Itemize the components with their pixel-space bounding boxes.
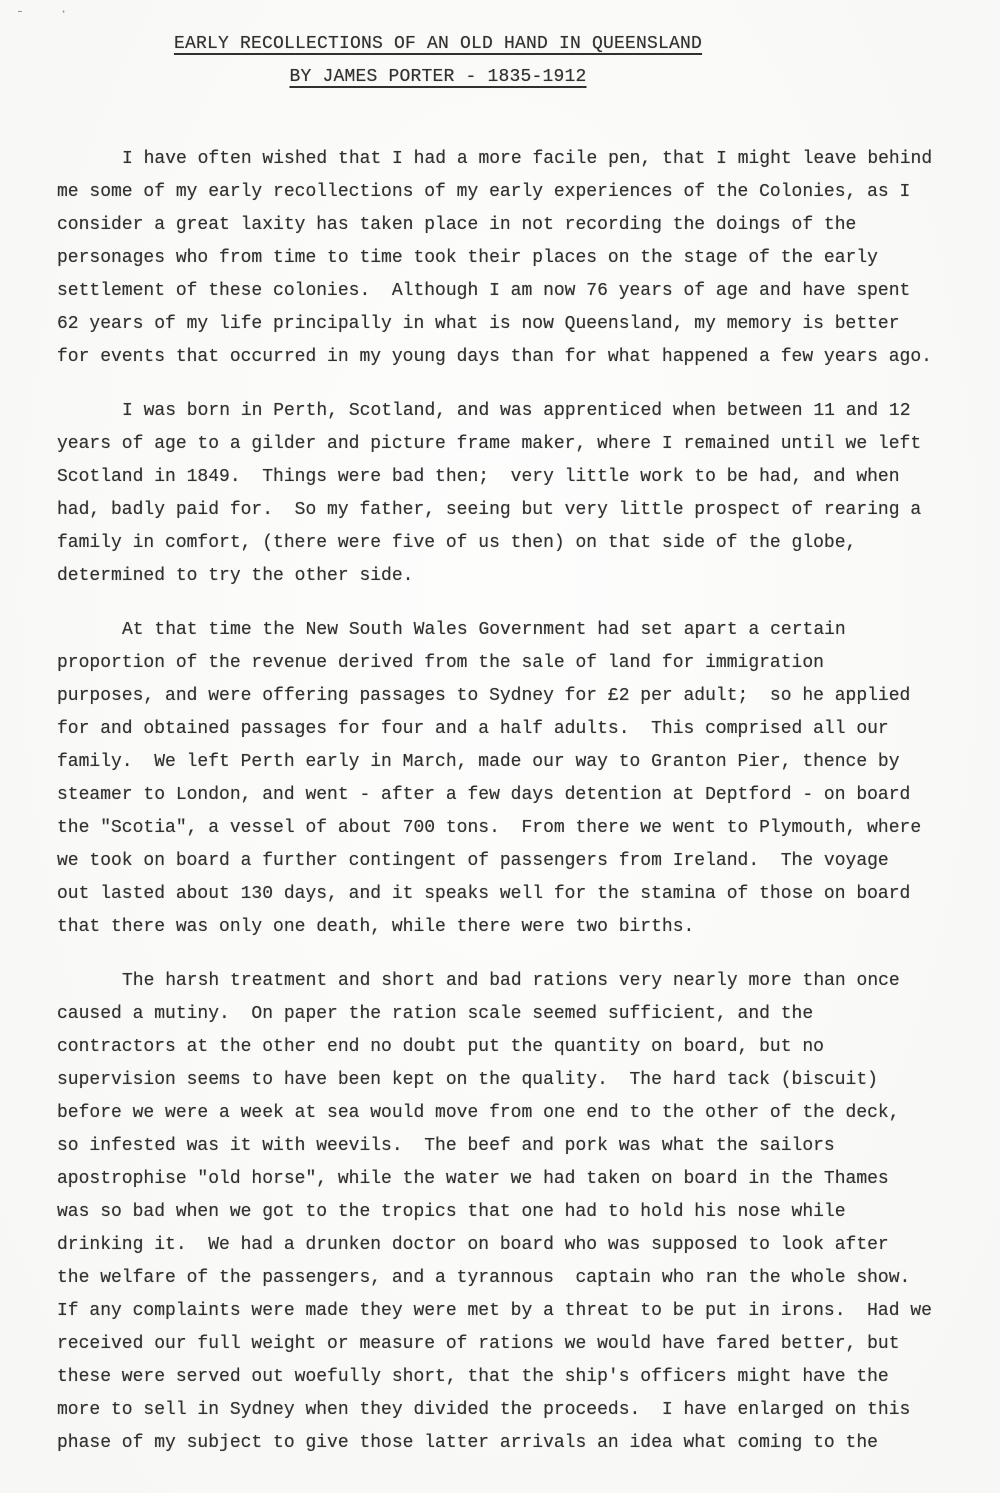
text-line: received our full weight or measure of rations we would have fared better, but — [57, 1334, 900, 1354]
paragraph — [57, 614, 970, 944]
paragraph — [57, 395, 970, 593]
text-line: purposes, and were offering passages to Sydney for £2 per adult; so he applied — [57, 686, 911, 706]
text-line: steamer to London, and went - after a few days detention at Deptford - on board — [57, 785, 911, 805]
text-line: supervision seems to have been kept on the quality. The hard tack (biscuit) — [57, 1070, 878, 1090]
text-line: caused a mutiny. On paper the ration scale seemed sufficient, and the — [57, 1004, 814, 1024]
text-line: I was born in Perth, Scotland, and was apprenticed when between 11 and 12 — [122, 401, 911, 421]
text-line: so infested was it with weevils. The beef and pork was what the sailors — [57, 1136, 835, 1156]
text-line: before we were a week at sea would move from one end to the other of the deck, — [57, 1103, 900, 1123]
text-line: the welfare of the passengers, and a tyrannous captain who ran the whole show. — [57, 1268, 911, 1288]
text-line: If any complaints were made they were met by a threat to be put in irons. Had we — [57, 1301, 932, 1321]
text-line: these were served out woefully short, that the ship's officers might have the — [57, 1367, 889, 1387]
text-line: proportion of the revenue derived from the sale of land for immigration — [57, 653, 824, 673]
text-line: was so bad when we got to the tropics that one had to hold his nose while — [57, 1202, 846, 1222]
text-line: I have often wished that I had a more facile pen, that I might leave behind — [122, 149, 933, 169]
text-line: that there was only one death, while there were two births. — [57, 917, 695, 937]
scan-artifact: - · — [16, 4, 82, 19]
text-line: phase of my subject to give those latter arrivals an idea what coming to the — [57, 1433, 878, 1453]
text-line: family in comfort, (there were five of us then) on that side of the globe, — [57, 533, 857, 553]
text-line: drinking it. We had a drunken doctor on board who was supposed to look after — [57, 1235, 889, 1255]
document-subtitle: BY JAMES PORTER - 1835-1912 — [289, 67, 587, 87]
text-line: personages who from time to time took their places on the stage of the early — [57, 248, 878, 268]
text-line: family. We left Perth early in March, made our way to Granton Pier, thence by — [57, 752, 900, 772]
text-line: more to sell in Sydney when they divided the proceeds. I have enlarged on this — [57, 1400, 911, 1420]
text-line: me some of my early recollections of my early experiences of the Colonies, as I — [57, 182, 911, 202]
text-line: consider a great laxity has taken place in not recording the doings of the — [57, 215, 857, 235]
text-line: 62 years of my life principally in what is now Queensland, my memory is better — [57, 314, 900, 334]
text-line: for events that occurred in my young days than for what happened a few years ago. — [57, 347, 932, 367]
paragraph — [57, 965, 970, 1460]
document-body — [57, 143, 970, 1460]
text-line: had, badly paid for. So my father, seeing but very little prospect of rearing a — [57, 500, 922, 520]
text-line: The harsh treatment and short and bad rations very nearly more than once — [122, 971, 900, 991]
text-line: settlement of these colonies. Although I am now 76 years of age and have spent — [57, 281, 911, 301]
paragraph — [57, 143, 970, 374]
text-line: At that time the New South Wales Government had set apart a certain — [122, 620, 846, 640]
text-line: the "Scotia", a vessel of about 700 tons. From there we went to Plymouth, where — [57, 818, 922, 838]
text-line: Scotland in 1849. Things were bad then; very little work to be had, and when — [57, 467, 900, 487]
text-line: determined to try the other side. — [57, 566, 414, 586]
document-title: EARLY RECOLLECTIONS OF AN OLD HAND IN QUEENSLAND — [173, 34, 703, 54]
text-line: out lasted about 130 days, and it speaks well for the stamina of those on board — [57, 884, 911, 904]
text-line: apostrophise "old horse", while the water we had taken on board in the Thames — [57, 1169, 889, 1189]
text-line: we took on board a further contingent of passengers from Ireland. The voyage — [57, 851, 889, 871]
text-line: contractors at the other end no doubt put the quantity on board, but no — [57, 1037, 824, 1057]
text-line: for and obtained passages for four and a half adults. This comprised all our — [57, 719, 889, 739]
text-line: years of age to a gilder and picture frame maker, where I remained until we left — [57, 434, 922, 454]
